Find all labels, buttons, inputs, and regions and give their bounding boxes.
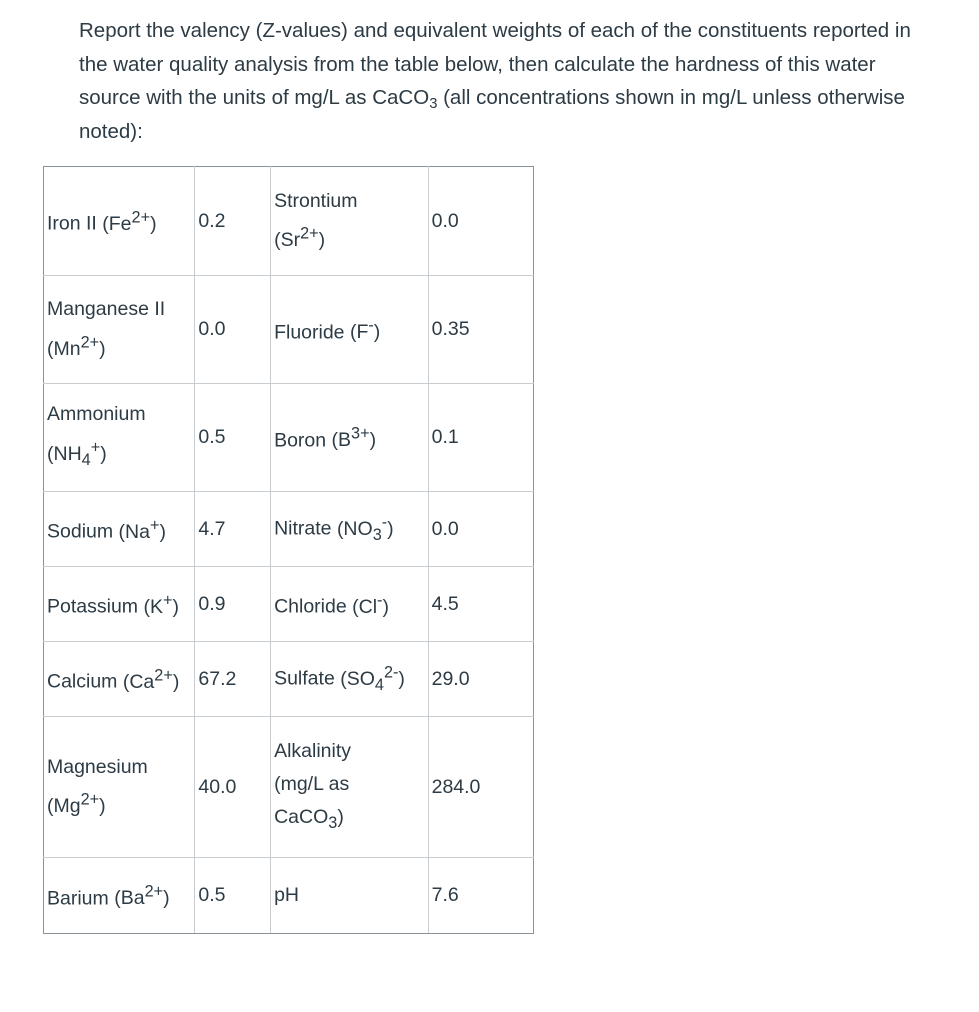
water-quality-table [43,166,534,934]
constituent-name: Potassium [47,595,139,618]
constituent-cell [44,642,195,717]
constituent-cell [271,858,429,934]
constituent-cell [44,167,195,276]
constituent-formula: (F-) [349,316,381,344]
concentration-cell: 0.0 [428,167,533,276]
table-row [44,567,534,642]
table-row [44,717,534,858]
concentration-cell: 0.2 [195,167,271,276]
table-row [44,384,534,492]
concentration-cell: 29.0 [428,642,533,717]
caco3-formula [372,86,438,113]
constituent-cell [271,567,429,642]
concentration-cell: 0.35 [428,276,533,384]
constituent-formula: (Na+) [118,516,166,543]
constituent-name: Alkalinity [274,739,352,762]
table-row [44,642,534,717]
constituent-name: pH [274,884,300,906]
constituent-name: Boron [274,429,327,452]
concentration-cell: 0.5 [195,858,271,934]
concentration-cell: 40.0 [195,717,271,858]
constituent-name: Calcium [47,670,118,693]
constituent-name: Manganese II [47,298,166,321]
constituent-name: Magnesium [47,755,148,778]
constituent-cell [44,384,195,492]
concentration-cell: 0.1 [428,384,533,492]
constituent-formula: $(B^{3+})$ [331,424,377,452]
constituent-cell [44,567,195,642]
concentration-cell: 0.0 [195,276,271,384]
constituent-name: Sodium [47,520,114,543]
question-text-before-formula: Report the valency (Z-values) and equivalent weights of each of the constituents reported in the water quality analysis from the table below, then calculate the hardness of this water source with the units of mg/L as [79,19,911,109]
constituent-formula: (mg/L as CaCO$_3$) [274,772,350,832]
constituent-name: Strontium [274,189,358,212]
concentration-cell: 4.7 [195,492,271,567]
table-row [44,276,534,384]
constituent-cell [271,384,429,492]
table-row [44,858,534,934]
constituent-name: Fluoride [274,321,345,344]
concentration-cell: 0.0 [428,492,533,567]
constituent-formula: $(Fe^{2+})$ [102,208,157,235]
constituent-formula: (K+) [143,591,179,618]
constituent-cell [44,276,195,384]
constituent-formula: $(NO_3^-)$ [336,513,394,544]
constituent-formula: (Cl-) [352,591,389,618]
constituent-formula: $(Ca^{2+})$ [122,666,180,693]
table-row [44,167,534,276]
constituent-formula: $(SO_4^{2-})$ [340,663,405,694]
constituent-cell [271,492,429,567]
caco3-formula-subscript: 3 [429,96,438,113]
constituent-formula: $(Ba^{2+})$ [114,882,170,910]
constituent-formula: $(Mg^{2+})$ [47,790,106,818]
constituent-formula: $(NH_4^+)$ [47,438,107,469]
constituent-cell [271,167,429,276]
question-text-after-formula: (all concentrations shown in mg/L unless otherwise noted): [79,86,905,143]
table-row [44,492,534,567]
constituent-name: Iron II [47,212,97,235]
constituent-name: Ammonium [47,403,146,426]
concentration-cell: 0.9 [195,567,271,642]
constituent-name: Nitrate [274,517,332,540]
constituent-cell [271,642,429,717]
constituent-cell [271,276,429,384]
constituent-cell [44,858,195,934]
concentration-cell: 4.5 [428,567,533,642]
constituent-cell [44,717,195,858]
concentration-cell: 7.6 [428,858,533,934]
constituent-cell [271,717,429,858]
constituent-name: Chloride [274,595,347,618]
constituent-formula: $(Sr^{2+})$ [274,224,326,252]
concentration-cell: 0.5 [195,384,271,492]
constituent-cell [44,492,195,567]
constituent-formula: $(Mn^{2+})$ [47,333,106,360]
constituent-name: Sulfate [274,667,335,690]
concentration-cell: 284.0 [428,717,533,858]
caco3-formula-main: CaCO [372,86,430,109]
question-text [79,14,939,148]
concentration-cell: 67.2 [195,642,271,717]
constituent-name: Barium [47,887,109,910]
